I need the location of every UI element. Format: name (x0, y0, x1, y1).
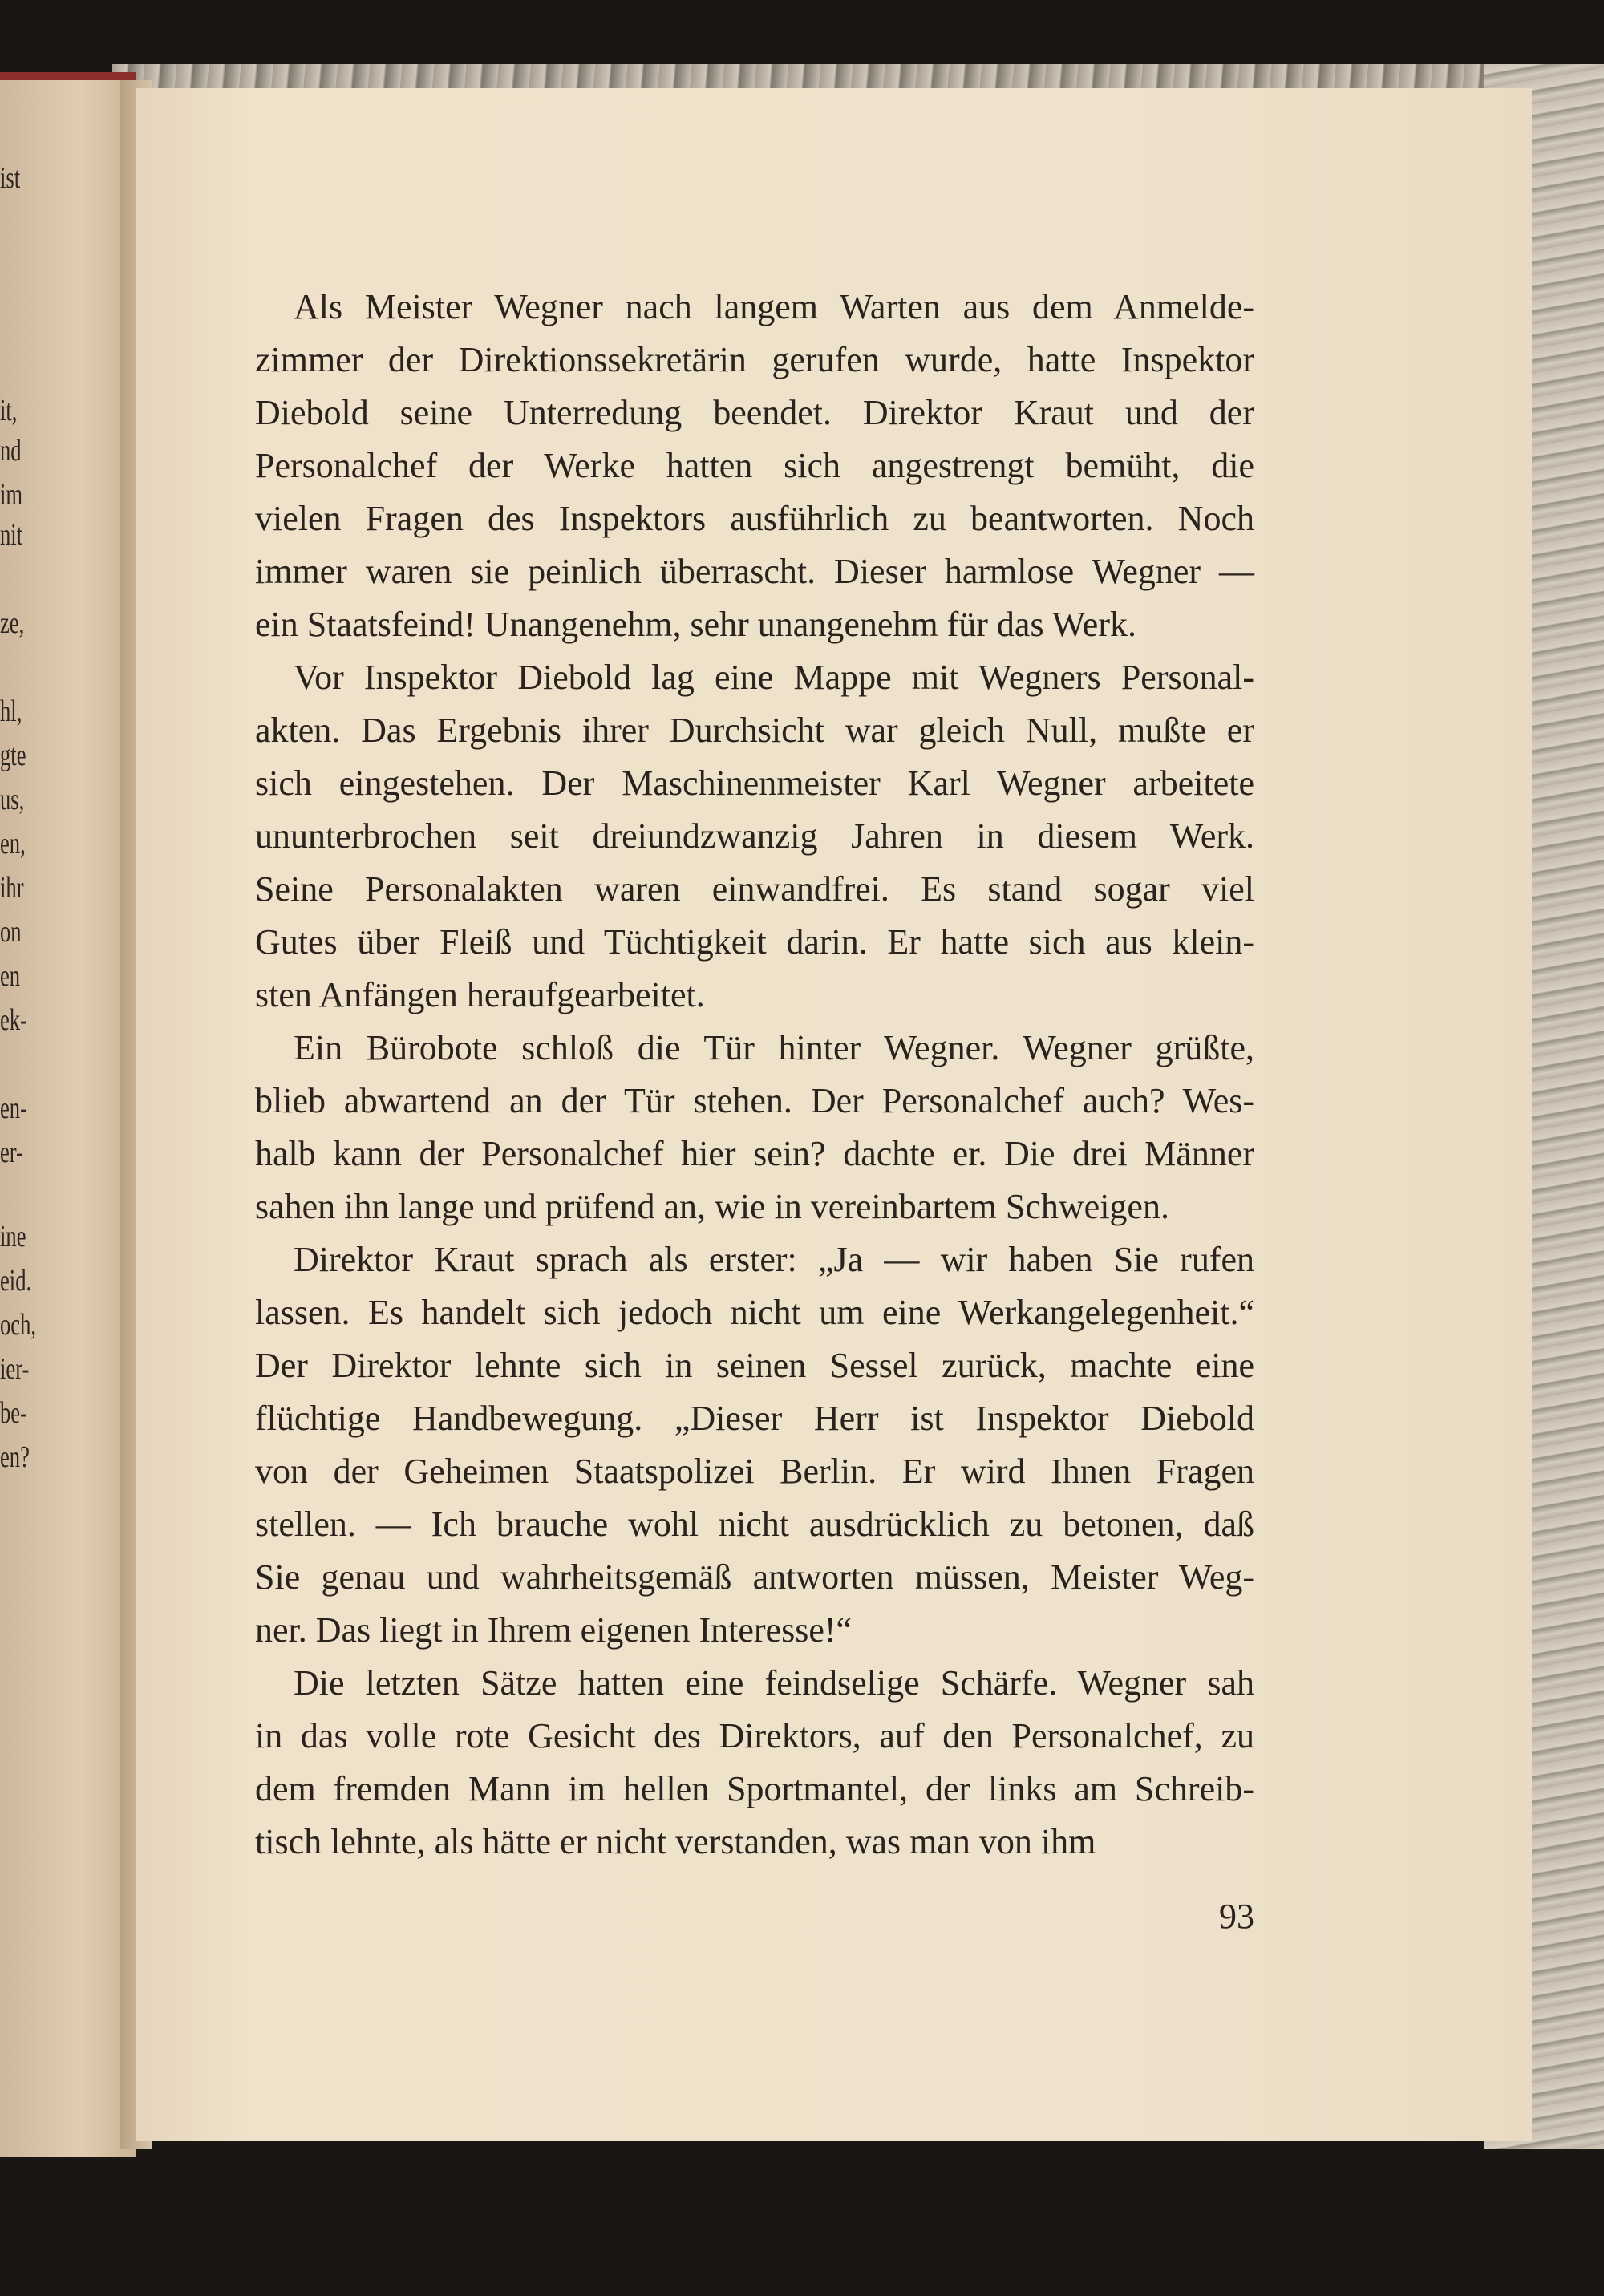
page-number: 93 (1219, 1897, 1254, 1936)
left-page-fragment: us, (0, 783, 25, 816)
text-line: ein Staatsfeind! Unangenehm, sehr unangenehm für das Werk. (255, 605, 1136, 644)
text-line: Seine Personalakten waren einwandfrei. Es stand sogar viel (255, 869, 1254, 909)
text-line: dem fremden Mann im hellen Sportmantel, der links am Schreib- (255, 1769, 1254, 1808)
text-line: vielen Fragen des Inspektors ausführlich zu beantworten. Noch (255, 499, 1254, 538)
left-page-fragment: ine (0, 1220, 26, 1253)
paragraph (255, 281, 1254, 651)
text-line: immer waren sie peinlich überrascht. Dieser harmlose Wegner — (255, 552, 1254, 591)
paragraph (255, 1022, 1254, 1233)
left-page-fragment: eid. (0, 1264, 32, 1298)
text-line: Sie genau und wahrheitsgemäß antworten müssen, Meister Weg- (255, 1557, 1254, 1597)
text-line: Personalchef der Werke hatten sich angestrengt bemüht, die (255, 446, 1254, 485)
text-line: halb kann der Personalchef hier sein? dachte er. Die drei Männer (255, 1134, 1254, 1173)
text-line: Der Direktor lehnte sich in seinen Sessel zurück, machte eine (255, 1346, 1254, 1385)
left-page-fragment: en, (0, 827, 26, 860)
page-body-text (255, 281, 1254, 1869)
left-page-fragment: hl, (0, 694, 22, 728)
text-line: zimmer der Direktionssekretärin gerufen wurde, hatte Inspektor (255, 340, 1254, 379)
text-line: Direktor Kraut sprach als erster: „Ja — wir haben Sie rufen (294, 1240, 1254, 1279)
text-line: Als Meister Wegner nach langem Warten aus dem Anmelde- (294, 287, 1254, 326)
text-line: tisch lehnte, als hätte er nicht verstanden, was man von ihm (255, 1822, 1096, 1861)
text-line: ner. Das liegt in Ihrem eigenen Interesse!“ (255, 1610, 853, 1650)
text-line: lassen. Es handelt sich jedoch nicht um eine Werkangelegenheit.“ (255, 1293, 1254, 1332)
text-line: Diebold seine Unterredung beendet. Direktor Kraut und der (255, 393, 1254, 432)
left-page-fragment: ihr (0, 871, 24, 905)
left-page-fragment: ek- (0, 1003, 27, 1037)
left-page-fragment: on (0, 915, 22, 949)
left-page-fragment: en- (0, 1091, 27, 1125)
text-line: sich eingestehen. Der Maschinenmeister Karl Wegner arbeitete (255, 763, 1254, 803)
left-page-fragment: ze, (0, 606, 25, 640)
left-page-fragment: gte (0, 739, 26, 772)
left-page-fragment: och, (0, 1308, 37, 1342)
paragraph (255, 1233, 1254, 1657)
left-page-fragment: nit (0, 518, 23, 552)
text-line: von der Geheimen Staatspolizei Berlin. Er wird Ihnen Fragen (255, 1452, 1254, 1491)
text-line: ununterbrochen seit dreiundzwanzig Jahren in diesem Werk. (255, 816, 1254, 856)
left-page-fragment: en? (0, 1440, 30, 1474)
left-page-fragment: en (0, 959, 21, 993)
text-line: blieb abwartend an der Tür stehen. Der Personalchef auch? Wes- (255, 1081, 1254, 1120)
text-line: in das volle rote Gesicht des Direktors, auf den Personalchef, zu (255, 1716, 1254, 1755)
paragraph (255, 651, 1254, 1022)
left-page-fragment: it, (0, 394, 18, 427)
text-line: Vor Inspektor Diebold lag eine Mappe mit Wegners Personal- (294, 658, 1254, 697)
left-page-text-fragments (0, 80, 56, 2157)
text-line: Ein Bürobote schloß die Tür hinter Wegner. Wegner grüßte, (294, 1028, 1254, 1067)
text-line: sahen ihn lange und prüfend an, wie in vereinbartem Schweigen. (255, 1187, 1169, 1226)
paragraph (255, 1657, 1254, 1869)
left-page-fragment: be- (0, 1396, 27, 1430)
text-line: stellen. — Ich brauche wohl nicht ausdrücklich zu betonen, daß (255, 1504, 1254, 1544)
text-line: flüchtige Handbewegung. „Dieser Herr ist Inspektor Diebold (255, 1399, 1254, 1438)
left-page (0, 72, 136, 2157)
text-line: Die letzten Sätze hatten eine feindselige Schärfe. Wegner sah (294, 1663, 1254, 1703)
left-page-fragment: im (0, 478, 23, 512)
left-page-fragment: er- (0, 1136, 23, 1169)
text-line: Gutes über Fleiß und Tüchtigkeit darin. Er hatte sich aus klein- (255, 922, 1254, 962)
text-line: sten Anfängen heraufgearbeitet. (255, 975, 705, 1014)
left-page-fragment: nd (0, 434, 22, 468)
left-page-fragment: ier- (0, 1352, 30, 1386)
left-page-fragment: ist (0, 161, 21, 195)
text-line: akten. Das Ergebnis ihrer Durchsicht war gleich Null, mußte er (255, 711, 1254, 750)
